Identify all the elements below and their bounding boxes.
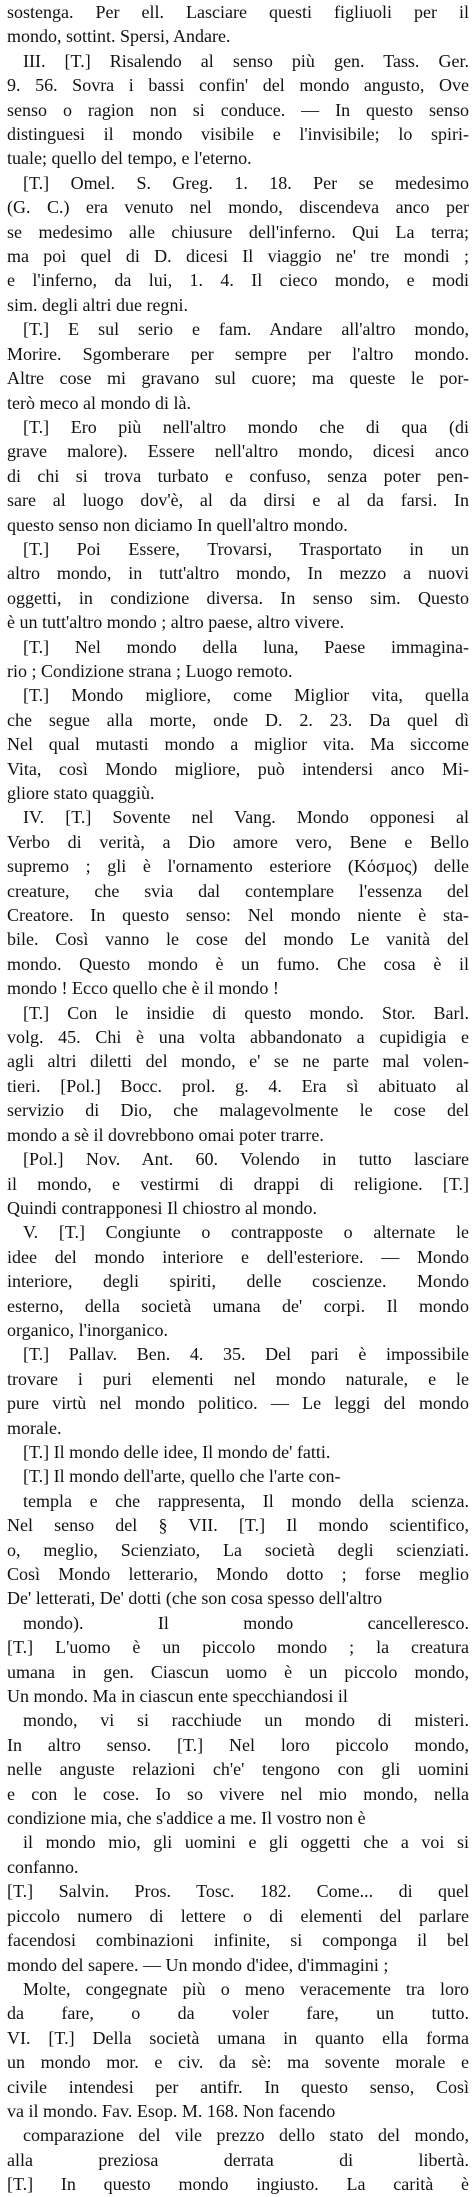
text-line: mondo a sè il dovrebbono omai poter trarre. [7, 1124, 324, 1145]
text-line: templa e che rappresenta, Il mondo della scienza. [23, 1490, 469, 1511]
text-line: [T.] Il mondo delle idee, Il mondo de' fatti. [23, 1441, 331, 1462]
text-line: Nel senso del § VII. [T.] Il mondo scientifico, [7, 1515, 469, 1536]
text-line: che segue alla morte, onde D. 2. 23. Da quel dì [7, 709, 469, 730]
text-line: De' letterati, De' dotti (che son cosa spesso dell'altro [7, 1588, 383, 1609]
text-line: Un mondo. Ma in ciascun ente specchiandosi il [7, 1686, 348, 1707]
text-line: idee del mondo interiore e dell'esteriore. — Mondo [7, 1246, 469, 1267]
text-line: grave malore). Essere nell'altro mondo, dicesi anco [7, 441, 469, 462]
text-line: sostenga. Per ell. Lasciare questi figliuoli per il [7, 2, 469, 22]
text-line: il mondo, e vestirmi di drappi di religione. [T.] [7, 1173, 469, 1194]
text-line: distinguesi il mondo visibile e l'invisibile; lo spiri- [7, 124, 469, 145]
text-line: questo senso non diciamo In quell'altro mondo. [7, 514, 348, 535]
text-line: [T.] Con le insidie di questo mondo. Stor. Barl. [23, 1002, 469, 1023]
text-line: 9. 56. Sovra i bassi confin' del mondo angusto, Ove [7, 75, 469, 96]
text-line: piccolo numero di lettere o di elementi del parlare [7, 1905, 469, 1926]
text-line: alla preziosa derrata di libertà. [7, 2149, 469, 2170]
text-line: interiore, degli spiriti, delle coscienze. Mondo [7, 1271, 469, 1292]
text-line: trovare i puri elementi nel mondo naturale, e le [7, 1368, 469, 1389]
text-line: mondo del sapere. — Un mondo d'idee, d'immagini ; [7, 1954, 389, 1975]
text-line: confanno. [7, 1856, 79, 1877]
text-line: [T.] Mondo migliore, come Miglior vita, quella [23, 685, 469, 706]
text-line: organico, l'inorganico. [7, 1319, 169, 1340]
text-line: e con le cose. Io so vivere nel mio mondo, nella [7, 1783, 469, 1804]
text-line: supremo ; gli è l'ornamento esteriore (Κόσμος) delle [7, 856, 469, 877]
text-line: mondo, sottint. Spersi, Andare. [7, 26, 231, 47]
text-line: [T.] Nel mondo della luna, Paese immagina- [23, 636, 469, 657]
text-line: morale. [7, 1417, 62, 1438]
text-line: V. [T.] Congiunte o contrapposte o alternate le [23, 1222, 469, 1243]
text-line: Creatore. In questo senso: Nel mondo niente è sta- [7, 905, 469, 926]
text-line: agli altri diletti del mondo, e' se ne parte mal volen- [7, 1051, 469, 1072]
text-line: da fare, o da voler fare, un tutto. [7, 2003, 469, 2024]
text-line: oggetti, in condizione diversa. In senso sim. Questo [7, 587, 469, 608]
text-line: mondo, vi si racchiude un mondo di misteri. [23, 1710, 469, 1731]
text-line: [T.] Poi Essere, Trovarsi, Trasportato in un [23, 538, 469, 559]
text-line: ma poi quel di D. dicesi Il viaggio ne' tre mondi ; [7, 246, 469, 267]
text-line: altro mondo, in tutt'altro mondo, In mezzo a nuovi [7, 563, 469, 584]
text-line: III. [T.] Risalendo al senso più gen. Tass. Ger. [23, 50, 469, 71]
text-line: In altro senso. [T.] Nel loro piccolo mondo, [7, 1734, 469, 1755]
text-line: [T.] Omel. S. Greg. 1. 18. Per se medesimo [23, 172, 469, 193]
text-line: senso o ragion non si conduce. — In questo senso [7, 99, 469, 120]
text-line: o, meglio, Scienziato, La società degli scienziati. [7, 1539, 469, 1560]
text-line: tieri. [Pol.] Bocc. prol. g. 4. Era sì abituato al [7, 1075, 469, 1096]
text-line: [T.] E sul serio e fam. Andare all'altro mondo, [23, 319, 469, 340]
text-line: [T.] Il mondo dell'arte, quello che l'arte con- [23, 1466, 341, 1487]
text-line: [Pol.] Nov. Ant. 60. Volendo in tutto lasciare [23, 1149, 469, 1170]
text-line: comparazione del vile prezzo dello stato del mondo, [23, 2125, 469, 2146]
text-line: di chi si trova turbato e confuso, senza poter pen- [7, 465, 469, 486]
text-line: IV. [T.] Sovente nel Vang. Mondo opponesi al [23, 807, 469, 828]
text-line: Morire. Sgomberare per sempre per l'altro mondo. [7, 343, 469, 364]
text-line: condizione mia, che s'addice a me. Il vostro non è [7, 1808, 366, 1829]
text-line: [T.] L'uomo è un piccolo mondo ; la creatura [7, 1637, 469, 1658]
text-line: è un tutt'altro mondo ; altro paese, altro vivere. [7, 612, 345, 633]
text-line: Altre cose mi gravano sul cuore; ma queste le por- [7, 368, 469, 389]
text-line: facendosi combinazioni infinite, si componga il bel [7, 1930, 469, 1951]
text-line: civile intendesi per antifr. In questo senso, Così [7, 2076, 469, 2097]
text-line: mondo ! Ecco quello che è il mondo ! [7, 978, 279, 999]
text-line: va il mondo. Fav. Esop. M. 168. Non facendo [7, 2100, 336, 2121]
text-line: pure virtù nel mondo politico. — Le leggi del mondo [7, 1393, 469, 1414]
text-line: nelle anguste relazioni ch'e' tengono con gli uomini [7, 1759, 469, 1780]
text-line: Quindi contrapponesi Il chiostro al mondo. [7, 1197, 317, 1218]
text-line: Verbo di verità, a Dio amore vero, Bene e Bello [7, 831, 469, 852]
text-line: un mondo mor. e civ. da sè: ma sovente morale e [7, 2052, 469, 2073]
text-line: servizio di Dio, che malagevolmente le cose del [7, 1100, 469, 1121]
text-line: se medesimo alle chiusure dell'inferno. Qui La terra; [7, 221, 469, 242]
text-line: Molte, congegnate più o meno veracemente tra loro [23, 1978, 469, 1999]
text-line: VI. [T.] Della società umana in quanto ella forma [7, 2027, 469, 2048]
text-line: mondo). Il mondo cancelleresco. [23, 1612, 469, 1633]
text-line: Così Mondo letterario, Mondo dotto ; forse meglio [7, 1564, 469, 1584]
text-line: mondo. Questo mondo è un fumo. Che cosa è il [7, 953, 469, 974]
text-line: gliore stato quaggiù. [7, 783, 155, 803]
text-line: bile. Così vanno le cose del mondo Le vanità del [7, 929, 469, 950]
text-line: Vita, così Mondo migliore, può intendersi anco Mi- [7, 758, 469, 779]
text-line: volg. 45. Chi è una volta abbandonato a cupidigia e [7, 1027, 469, 1048]
text-line: (G. C.) era venuto nel mondo, discendeva anco per [7, 197, 469, 218]
text-line: esterno, della società umana de' corpi. Il mondo [7, 1295, 469, 1316]
text-line: [T.] Pallav. Ben. 4. 35. Del pari è impossibile [23, 1344, 469, 1365]
text-line: [T.] Ero più nell'altro mondo che di qua (di [23, 416, 469, 437]
text-line: [T.] In questo mondo ingiusto. La carità è [7, 2174, 469, 2195]
text-line: creature, che svia dal contemplare l'essenza del [7, 880, 469, 901]
text-line: e l'inferno, da lui, 1. 4. Il cieco mondo, e modi [7, 270, 469, 291]
text-line: Nel qual mutasti mondo a miglior vita. Ma siccome [7, 734, 469, 755]
text-line: tuale; quello del tempo, e l'eterno. [7, 148, 252, 169]
text-line: sim. degli altri due regni. [7, 294, 188, 315]
text-line: rio ; Condizione strana ; Luogo remoto. [7, 660, 293, 681]
text-line: terò meco al mondo di là. [7, 392, 191, 413]
text-line: sare al luogo dov'è, al da dirsi e al da farsi. In [7, 490, 469, 511]
text-line: [T.] Salvin. Pros. Tosc. 182. Come... di quel [7, 1881, 469, 1902]
text-line: umana in gen. Ciascun uomo è un piccolo mondo, [7, 1661, 469, 1682]
text-line: il mondo mio, gli uomini e gli oggetti che a voi si [23, 1832, 469, 1853]
